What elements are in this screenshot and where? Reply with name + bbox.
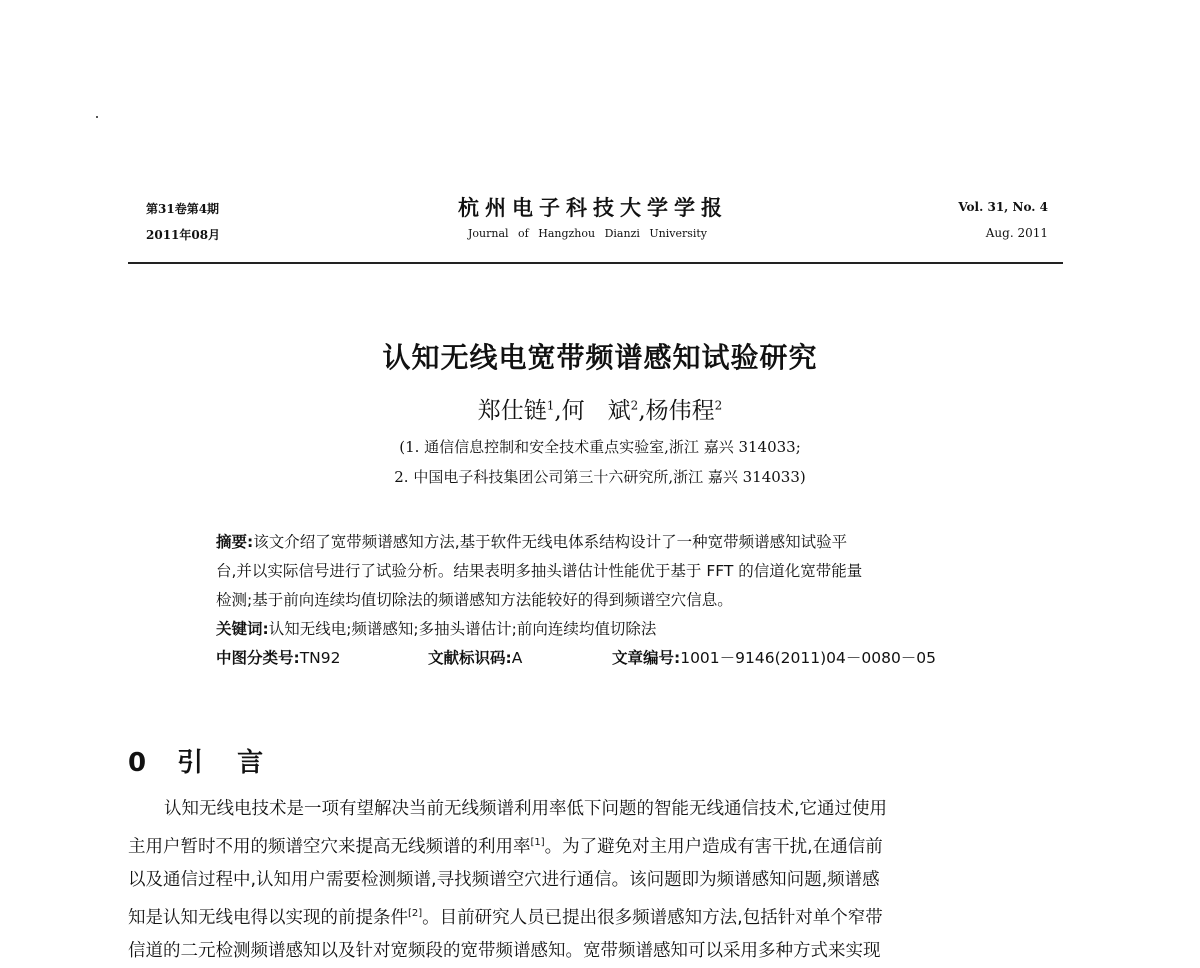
article-no-field	[612, 644, 936, 673]
affiliation-line: 2. 中国电子科技集团公司第三十六研究所,浙江 嘉兴 314033)	[394, 468, 806, 486]
header-rule	[128, 262, 1063, 264]
abstract-line	[216, 528, 996, 557]
journal-title-en: Journal of Hangzhou Dianzi University	[468, 227, 708, 240]
paragraph-line: 主用户暂时不用的频谱空穴来提高无线频谱的利用率[1]。为了避免对主用户造成有害干扰,在通信前	[128, 836, 883, 857]
author-affil-marker: 1	[546, 398, 555, 413]
citation-ref: [2]	[408, 907, 423, 919]
abstract-text: 该文介绍了宽带频谱感知方法,基于软件无线电体系结构设计了一种宽带频谱感知试验平	[253, 533, 848, 551]
abstract-label: 摘要:	[216, 533, 254, 551]
section-heading	[128, 742, 267, 779]
classification-line	[216, 644, 996, 673]
date-en: Aug. 2011	[985, 226, 1048, 240]
clc-label: 中图分类号:	[216, 649, 300, 667]
section-title: 引 言	[177, 748, 268, 778]
author-affil-marker: 2	[714, 398, 723, 413]
volume-issue-cn: 第31卷第4期	[146, 202, 220, 216]
citation-ref: [1]	[530, 837, 545, 848]
date-cn: 2011年08月	[146, 228, 221, 242]
author-name: 何 斌	[561, 398, 631, 424]
paper-title: 认知无线电宽带频谱感知试验研究	[382, 341, 818, 374]
intro-paragraph	[128, 793, 1068, 968]
author-affil-marker: 2	[630, 398, 639, 413]
author-name: 郑仕链	[477, 398, 547, 424]
author-separator: ,	[554, 398, 562, 424]
abstract-block	[216, 528, 996, 673]
author-separator: ,	[638, 398, 646, 424]
clc-field	[216, 644, 341, 673]
abstract-line: 台,并以实际信号进行了试验分析。结果表明多抽头谱估计性能优于基于 FFT 的信道化宽带能量	[216, 562, 863, 580]
keywords-line	[216, 615, 996, 644]
paragraph-line: 以及通信过程中,认知用户需要检测频谱,寻找频谱空穴进行通信。该问题即为频谱感知问题,频谱感	[128, 869, 880, 890]
keywords-text: 认知无线电;频谱感知;多抽头谱估计;前向连续均值切除法	[268, 620, 657, 638]
scan-speck	[96, 116, 98, 118]
abstract-line: 检测;基于前向连续均值切除法的频谱感知方法能较好的得到频谱空穴信息。	[216, 591, 733, 609]
author-name: 杨伟程	[645, 398, 715, 424]
section-number: 0	[128, 748, 147, 778]
paragraph-line: 认知无线电技术是一项有望解决当前无线频谱利用率低下问题的智能无线通信技术,它通过使用	[164, 799, 888, 819]
doc-code-label: 文献标识码:	[428, 649, 512, 667]
article-no-label: 文章编号:	[612, 649, 681, 667]
article-no-value: 1001－9146(2011)04－0080－05	[680, 649, 937, 667]
volume-issue-en: Vol. 31, No. 4	[958, 200, 1048, 214]
paragraph-line: 知是认知无线电得以实现的前提条件[2]。目前研究人员已提出很多频谱感知方法,包括针对单个窄带	[128, 907, 883, 928]
keywords-label: 关键词:	[216, 620, 269, 638]
paragraph-line: 信道的二元检测频谱感知以及针对宽频段的宽带频谱感知。宽带频谱感知可以采用多种方式来实现	[128, 940, 881, 961]
doc-code-field	[428, 644, 522, 673]
journal-title-cn: 杭州电子科技大学学报	[458, 195, 728, 220]
affiliation-line: (1. 通信信息控制和安全技术重点实验室,浙江 嘉兴 314033;	[399, 438, 801, 456]
author-list	[0, 392, 1200, 425]
clc-value: TN92	[299, 649, 341, 667]
doc-code-value: A	[511, 649, 523, 667]
